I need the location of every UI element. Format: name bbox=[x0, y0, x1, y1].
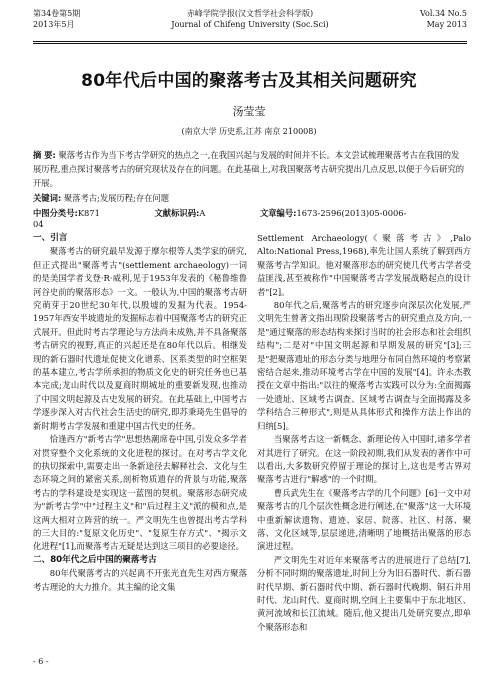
keywords bbox=[33, 192, 467, 204]
keywords-label: 关键词: bbox=[33, 193, 62, 203]
abstract bbox=[33, 148, 467, 191]
paper-title: 80年代后中国的聚落考古及其相关问题研究 bbox=[81, 71, 417, 91]
running-header bbox=[33, 8, 467, 42]
right-column bbox=[257, 232, 471, 634]
paragraph: Settlement Archaeology(《聚落考古》,Palo Alto:National Press,1968),率先让国人系统了解到西方聚落考古学知识。他对聚落形态的研究使几代考古学者受益匪浅,甚至被称作"中国聚落考古学发展战略起点的设计者"[2]。 bbox=[257, 233, 471, 297]
header-rule-bottom bbox=[33, 43, 467, 44]
issue-info-en bbox=[420, 8, 467, 30]
paragraph: 当聚落考古这一新概念、新理论传入中国时,诸多学者对其进行了研究。在这一阶段初期,我们从发表的著作中可以看出,大多数研究停留于理论的探讨上,这也是考古界对聚落考古进行"解惑"的一个时期。 bbox=[257, 434, 471, 485]
journal-name-cn: 赤峰学院学报(汉文哲学社会科学版) bbox=[186, 9, 314, 18]
abstract-text: 聚落考古作为当下考古学研究的热点之一,在我国兴起与发展的时间并不长。本文尝试梳理聚落考古在我国的发展历程,重点探讨聚落考古的研究现状及存在的问题。在此基础上,对我国聚落考古研究提出几点反思,以便于今后研究的开展。 bbox=[33, 150, 465, 189]
paper-author: 汤莹莹 bbox=[232, 105, 266, 118]
clc-value: K871 bbox=[77, 208, 100, 218]
classification-line bbox=[33, 207, 467, 229]
abstract-label: 摘 要: bbox=[33, 150, 56, 160]
journal-name bbox=[33, 8, 467, 30]
journal-name-en: Journal of Chifeng University (Soc.Sci) bbox=[171, 20, 329, 29]
header-rule-top bbox=[33, 41, 467, 42]
article-no-label: 文章编号: bbox=[259, 208, 297, 218]
issue-date: 2013年5月 bbox=[33, 20, 75, 29]
issue-date-en: May 2013 bbox=[426, 20, 467, 29]
issue-volume-en: Vol.34 No.5 bbox=[420, 9, 467, 18]
clc-label: 中图分类号: bbox=[33, 208, 78, 218]
paragraph: 曹兵武先生在《聚落考古学的几个问题》[6]一文中对聚落考古的几个层次性概念进行阐述,在"聚落"这一大环境中重新解读遗物、遗迹、家居、院落、社区、村落、聚落、文化区域等,层层递进,清晰明了地概括出聚落的形态演进过程。 bbox=[257, 487, 471, 552]
paragraph: 80年代之后,聚落考古的研究逐步向深层次化发展,严文明先生曾著文指出现阶段聚落考古的研究重点及方向,一是"通过聚落的形态结构来探讨当时的社会形态和社会组织结构";二是对"中国文明起源和早期发展的研究"[3];三是"把聚落遗址的形态分类与地理分布同自然环境的考察紧密结合起来,推动环境考古学在中国的发展"[4]。许永杰教授在文章中指出:"以往的聚落考古实践可以分为:全面揭露一处遗址、区域考古调查、区域考古调查与全面揭露及多学科结合三种形式",则是从具体形式和操作方法上作出的归纳[5]。 bbox=[257, 300, 471, 431]
doc-code-value: A bbox=[199, 208, 206, 218]
article-no-value: 1673-2596(2013)05-0006-04 bbox=[33, 208, 407, 229]
keywords-text: 聚落考古;发展历程;存在问题 bbox=[63, 193, 170, 203]
section-heading-settlement-archaeology: 二、80年代之后中国的聚落考古 bbox=[33, 554, 157, 565]
paragraph: 严文明先生对近年来聚落考古的进展进行了总结[7],分析不同时期的聚落遗址,时间上分为旧石器时代、新石器时代早期、新石器时代中期、新石器时代晚期、铜石并用时代、龙山时代、夏商时期,空间上主要集中于东北地区、黄河流域和长江流域。随后,他又提出几处研究要点,即单个聚落形态和 bbox=[257, 554, 471, 632]
paragraph: 80年代聚落考古的兴起离不开张光直先生对西方聚落考古理论的大力推介。其主编的论文集 bbox=[33, 568, 247, 592]
doc-code-label: 文献标识码: bbox=[154, 208, 200, 218]
paragraph: 恰逢西方"新考古学"思想热潮席卷中国,引发众多学者对贯穿整个文化系统的文化进程的探讨。在对考古学文化的执切探索中,需要走出一条新途径去解释社会、文化与生态环境之间的紧密关系,剖析物质遗存的背景与功能,聚落考古的学科建设是实现这一蓝图的契机。聚落形态研究成为"新考古学"中"过程主义"和"后过程主义"派的模和点,是这两大相对立阵营的统一。严文明先生也曾提出考古学科的三大目的:"复原文化历史"、"复原生存方式"、"揭示文化进程"[1],而聚落考古无疑是达到这三项目的必要途径。 bbox=[33, 434, 247, 552]
section-heading-introduction: 一、引言 bbox=[33, 233, 68, 243]
paper-affiliation: (南京大学 历史系,江苏 南京 210008) bbox=[181, 127, 317, 136]
paragraph: 聚落考古的研究最早发源于摩尔根等人类学家的研究,但正式提出"聚落考古"(settlement archaeology)一词的是美国学者戈登·R·威利,见于1953年发表的《秘鲁维鲁河谷史前的聚落形态》一文。一般认为,中国的聚落考古研究萌芽于20世纪30年代,以殷墟的发掘为代表。1954-1957年西安半坡遗址的发掘标志着中国聚落考古的研究正式展开。但此时考古学理论与方法尚未成熟,并不具备聚落考古研究的视野,真正的兴起还是在80年代以后。相继发现的新石器时代遗址促使文化谱系、区系类型的时空框架的基本建立,考古学所承担的物质文化史的研究任务也已基本完成;龙山时代以及夏商时期城址的重要新发现,也推动了中国文明起源及古史发展的研究。在此基础上,中国考古学逐步深入对古代社会生活史的研究,即苏秉琦先生倡导的新时期考古学发展和重建中国古代史的任务。 bbox=[33, 246, 247, 431]
left-column bbox=[33, 232, 247, 594]
page-number: - 6 - bbox=[33, 657, 49, 666]
issue-volume: 第34卷第5期 bbox=[33, 9, 81, 18]
